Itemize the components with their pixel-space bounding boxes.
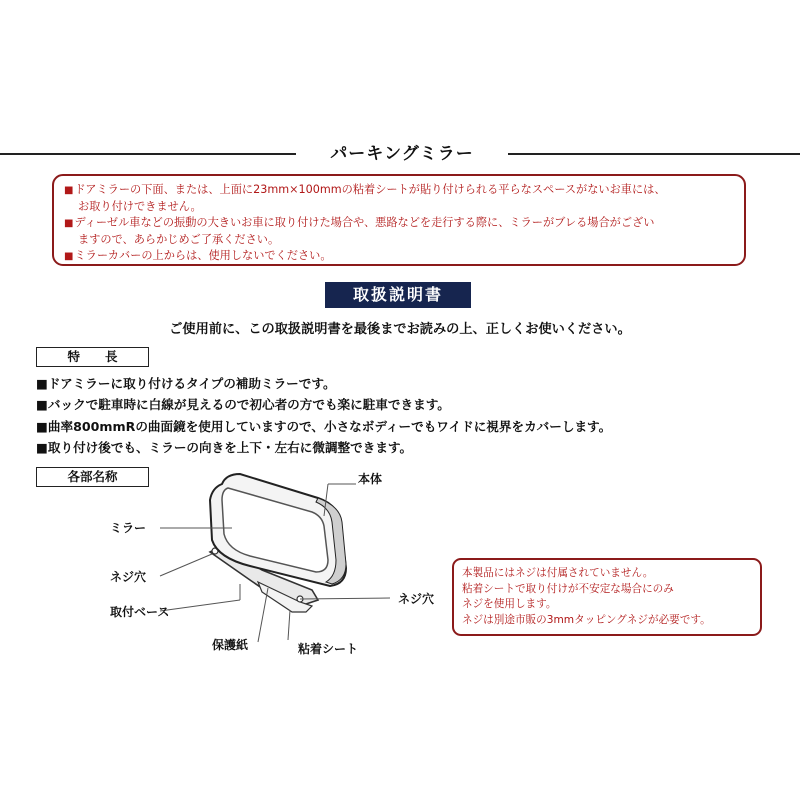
title-rule-left <box>0 153 296 155</box>
note-line: 本製品にはネジは付属されていません。 <box>462 567 654 579</box>
warning-line: お取り付けできません。 <box>78 200 202 213</box>
note-box <box>452 558 762 636</box>
warning-line: ■ディーゼル車などの振動の大きいお車に取り付けた場合や、悪路などを走行する際に、ミラーがブレる場合がござい <box>64 216 655 229</box>
note-line: ネジは別途市販の3mmタッピングネジが必要です。 <box>462 613 711 626</box>
warning-line: ますので、あらかじめご了承ください。 <box>78 233 280 246</box>
feature-item: ■ドアミラーに取り付けるタイプの補助ミラーです。 <box>36 376 336 391</box>
label-mirror: ミラー <box>110 521 147 535</box>
manual-heading: 取扱説明書 <box>325 282 471 308</box>
feature-list <box>36 373 776 458</box>
warning-line: ■ドアミラーの下面、または、上面に23mm×100mmの粘着シートが貼り付けられる平らなスペースがないお車には、 <box>64 183 666 196</box>
label-base: 取付ベース <box>110 605 170 619</box>
feature-item: ■取り付け後でも、ミラーの向きを上下・左右に微調整できます。 <box>36 439 413 455</box>
leader-screw-left <box>160 554 212 576</box>
leader-protective-paper <box>258 588 268 642</box>
note-line: 粘着シートで取り付けが不安定な場合にのみ <box>462 582 674 595</box>
page-title: パーキングミラー <box>296 141 508 167</box>
label-screw-hole-right: ネジ穴 <box>398 592 435 606</box>
intro-text: ご使用前に、この取扱説明書を最後までお読みの上、正しくお使いください。 <box>169 322 631 337</box>
feature-item: ■曲率800mmRの曲面鏡を使用していますので、小さなボディーでもワイドに視界をカバーします。 <box>36 418 612 434</box>
warning-line: ■ミラーカバーの上からは、使用しないでください。 <box>64 249 332 262</box>
leader-adhesive <box>288 610 290 640</box>
label-body: 本体 <box>358 472 383 486</box>
label-screw-hole-left: ネジ穴 <box>110 570 147 584</box>
features-label: 特 長 <box>36 347 149 367</box>
label-adhesive-sheet: 粘着シート <box>298 642 359 656</box>
warning-box <box>52 174 746 266</box>
label-protective-paper: 保護紙 <box>212 638 249 652</box>
feature-item: ■バックで駐車時に白線が見えるので初心者の方でも楽に駐車できます。 <box>36 397 450 413</box>
title-rule-right <box>508 153 800 155</box>
parts-label: 各部名称 <box>36 467 149 487</box>
note-line: ネジを使用します。 <box>462 598 557 610</box>
leader-base <box>160 600 240 611</box>
